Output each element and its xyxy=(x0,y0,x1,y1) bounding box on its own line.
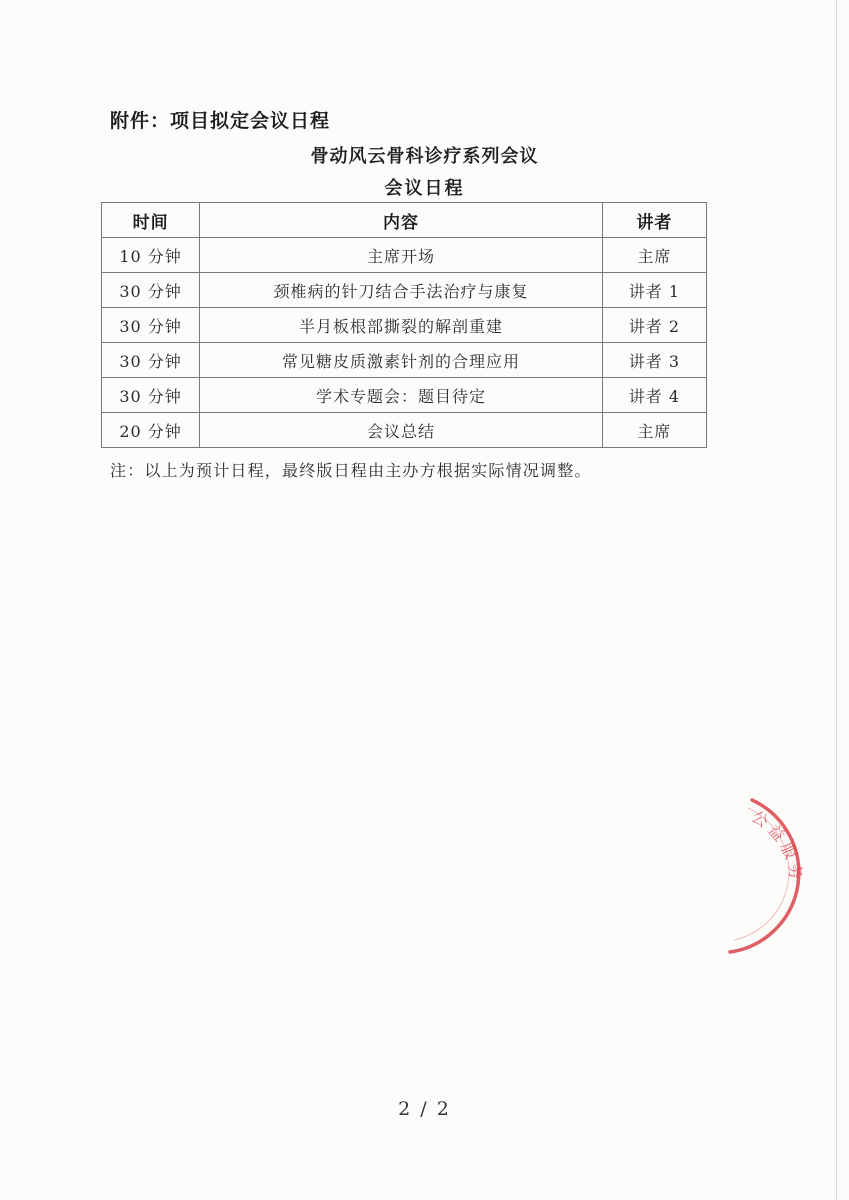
agenda-table xyxy=(101,202,707,448)
page-number: 2 / 2 xyxy=(398,1098,451,1120)
row-content: 会议总结 xyxy=(200,413,603,448)
header-speaker: 讲者 xyxy=(602,203,706,238)
row-speaker: 讲者 4 xyxy=(602,378,706,413)
row-time: 30 分钟 xyxy=(102,308,200,343)
table-row xyxy=(102,343,707,378)
table-row xyxy=(102,378,707,413)
row-content: 学术专题会：题目待定 xyxy=(200,378,603,413)
row-time: 20 分钟 xyxy=(102,413,200,448)
row-content: 颈椎病的针刀结合手法治疗与康复 xyxy=(200,273,603,308)
row-time: 10 分钟 xyxy=(102,238,200,273)
row-content: 半月板根部撕裂的解剖重建 xyxy=(200,308,603,343)
table-row xyxy=(102,273,707,308)
row-time: 30 分钟 xyxy=(102,273,200,308)
row-speaker: 主席 xyxy=(602,413,706,448)
table-row xyxy=(102,413,707,448)
row-time: 30 分钟 xyxy=(102,378,200,413)
header-time: 时间 xyxy=(102,203,200,238)
table-row xyxy=(102,238,707,273)
row-content: 常见糖皮质激素针剂的合理应用 xyxy=(200,343,603,378)
header-content: 内容 xyxy=(200,203,603,238)
seal-text: 公益服务 xyxy=(748,806,807,885)
conference-title: 骨动风云骨科诊疗系列会议 xyxy=(310,146,539,167)
agenda-title: 会议日程 xyxy=(384,178,465,199)
row-time: 30 分钟 xyxy=(102,343,200,378)
seal-stamp xyxy=(700,790,830,960)
table-header-row xyxy=(102,203,707,238)
agenda-note: 注：以上为预计日程，最终版日程由主办方根据实际情况调整。 xyxy=(110,461,592,480)
row-speaker: 讲者 1 xyxy=(602,273,706,308)
row-content: 主席开场 xyxy=(200,238,603,273)
row-speaker: 主席 xyxy=(602,238,706,273)
row-speaker: 讲者 2 xyxy=(602,308,706,343)
attachment-title: 附件：项目拟定会议日程 xyxy=(110,110,331,132)
table-row xyxy=(102,308,707,343)
row-speaker: 讲者 3 xyxy=(602,343,706,378)
